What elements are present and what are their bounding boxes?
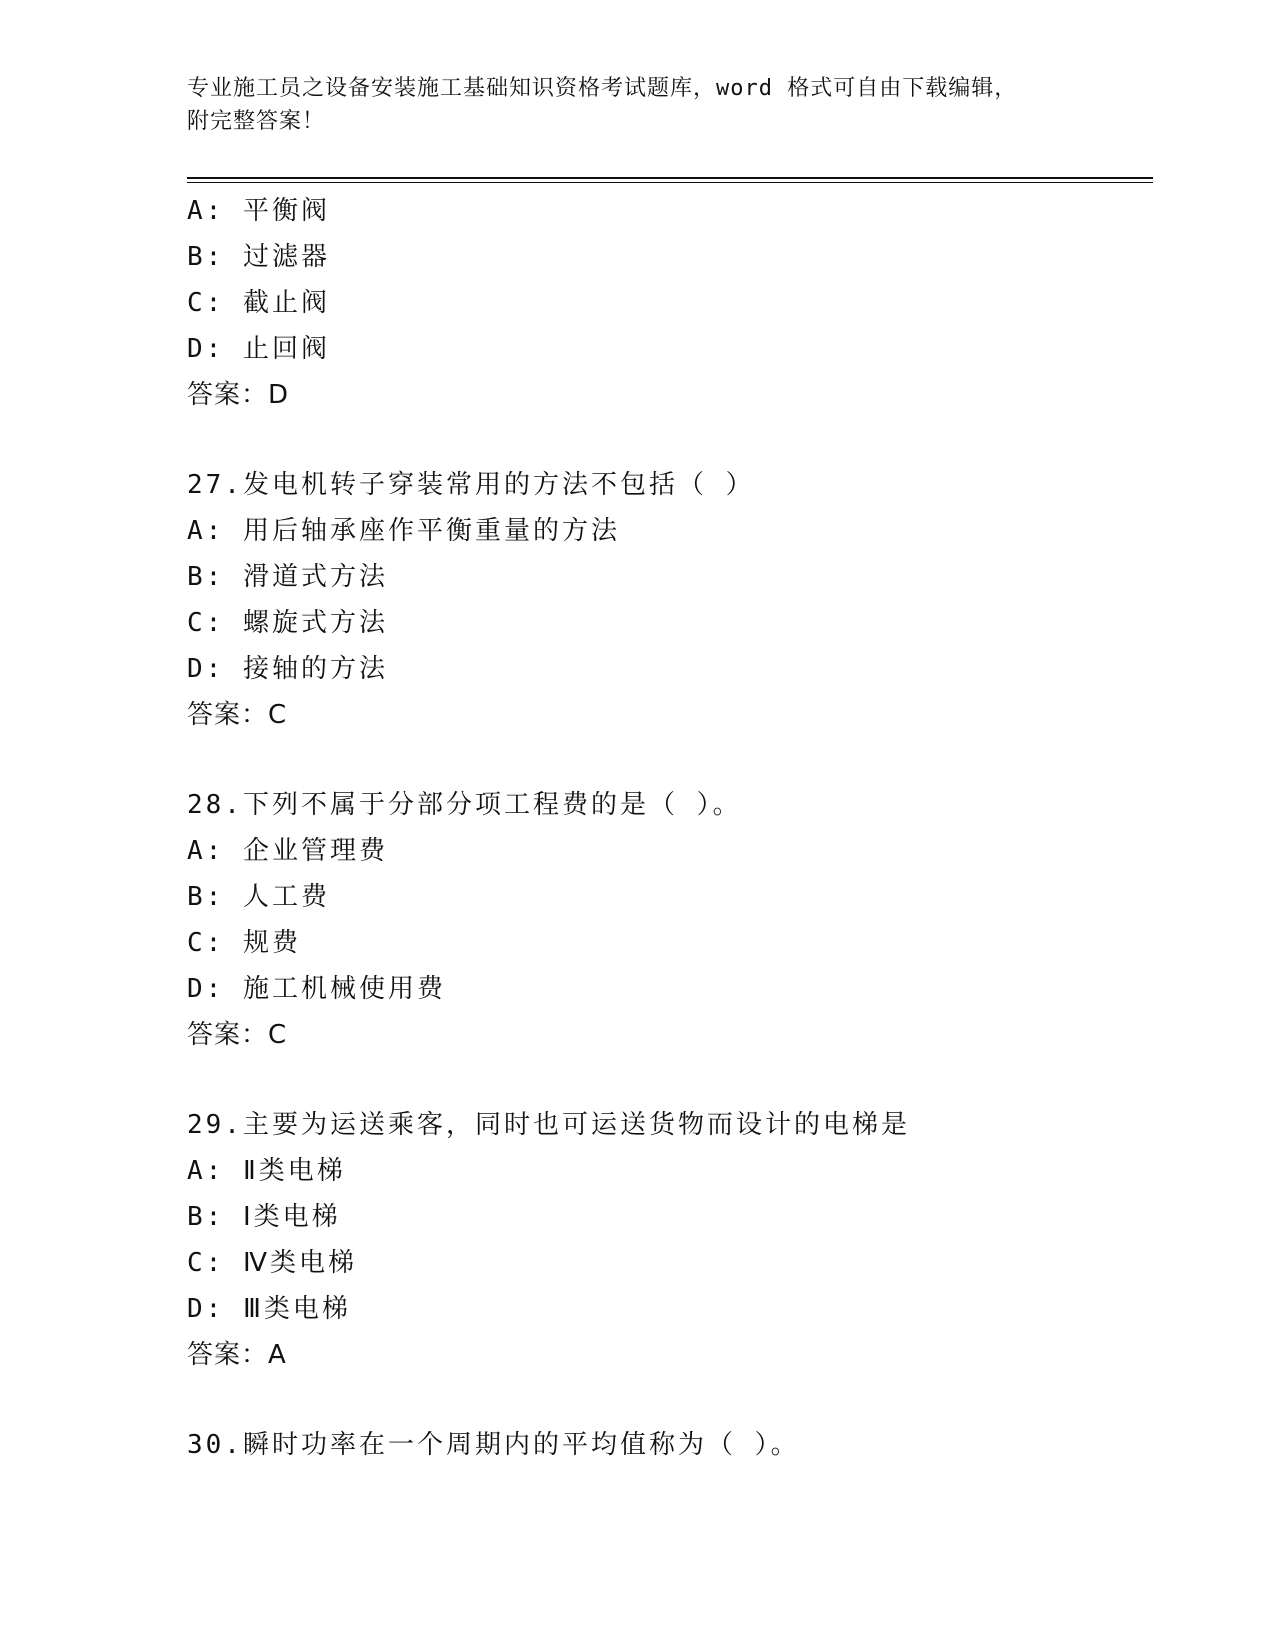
answer-line: 答案：C xyxy=(187,1020,288,1050)
option-c: C: Ⅳ类电梯 xyxy=(187,1248,357,1278)
option-d: D: 接轴的方法 xyxy=(187,654,388,684)
option-d: D: 止回阀 xyxy=(187,334,330,364)
divider-thick-line xyxy=(187,177,1153,179)
option-b: B: 人工费 xyxy=(187,882,330,912)
question-text: 29.主要为运送乘客，同时也可运送货物而设计的电梯是 xyxy=(187,1110,910,1140)
question-text: 28.下列不属于分部分项工程费的是（ ）。 xyxy=(187,790,742,820)
option-a: A: 用后轴承座作平衡重量的方法 xyxy=(187,516,620,546)
question-text: 30.瞬时功率在一个周期内的平均值称为（ ）。 xyxy=(187,1430,800,1460)
question-list xyxy=(187,188,1147,1468)
option-a: A: 企业管理费 xyxy=(187,836,388,866)
option-c: C: 规费 xyxy=(187,928,301,958)
question-block-28 xyxy=(187,782,1147,1058)
question-block-30 xyxy=(187,1422,1147,1468)
option-d: D: Ⅲ类电梯 xyxy=(187,1294,351,1324)
option-b: B: 过滤器 xyxy=(187,242,330,272)
answer-line: 答案：D xyxy=(187,380,290,410)
answer-line: 答案：A xyxy=(187,1340,287,1370)
option-b: B: 滑道式方法 xyxy=(187,562,388,592)
option-a: A: Ⅱ类电梯 xyxy=(187,1156,346,1186)
question-block-27 xyxy=(187,462,1147,738)
option-b: B: Ⅰ类电梯 xyxy=(187,1202,341,1232)
option-c: C: 螺旋式方法 xyxy=(187,608,388,638)
answer-line: 答案：C xyxy=(187,700,288,730)
option-c: C: 截止阀 xyxy=(187,288,330,318)
header-line-1: 专业施工员之设备安装施工基础知识资格考试题库，word 格式可自由下载编辑， xyxy=(187,76,1018,101)
divider-thin-line xyxy=(187,182,1153,183)
header-divider xyxy=(187,177,1153,183)
question-block-26 xyxy=(187,188,1147,418)
option-a: A: 平衡阀 xyxy=(187,196,330,226)
question-text: 27.发电机转子穿装常用的方法不包括（ ） xyxy=(187,470,755,500)
document-header xyxy=(187,72,1067,138)
header-line-2: 附完整答案！ xyxy=(187,109,326,134)
option-d: D: 施工机械使用费 xyxy=(187,974,446,1004)
question-block-29 xyxy=(187,1102,1147,1378)
